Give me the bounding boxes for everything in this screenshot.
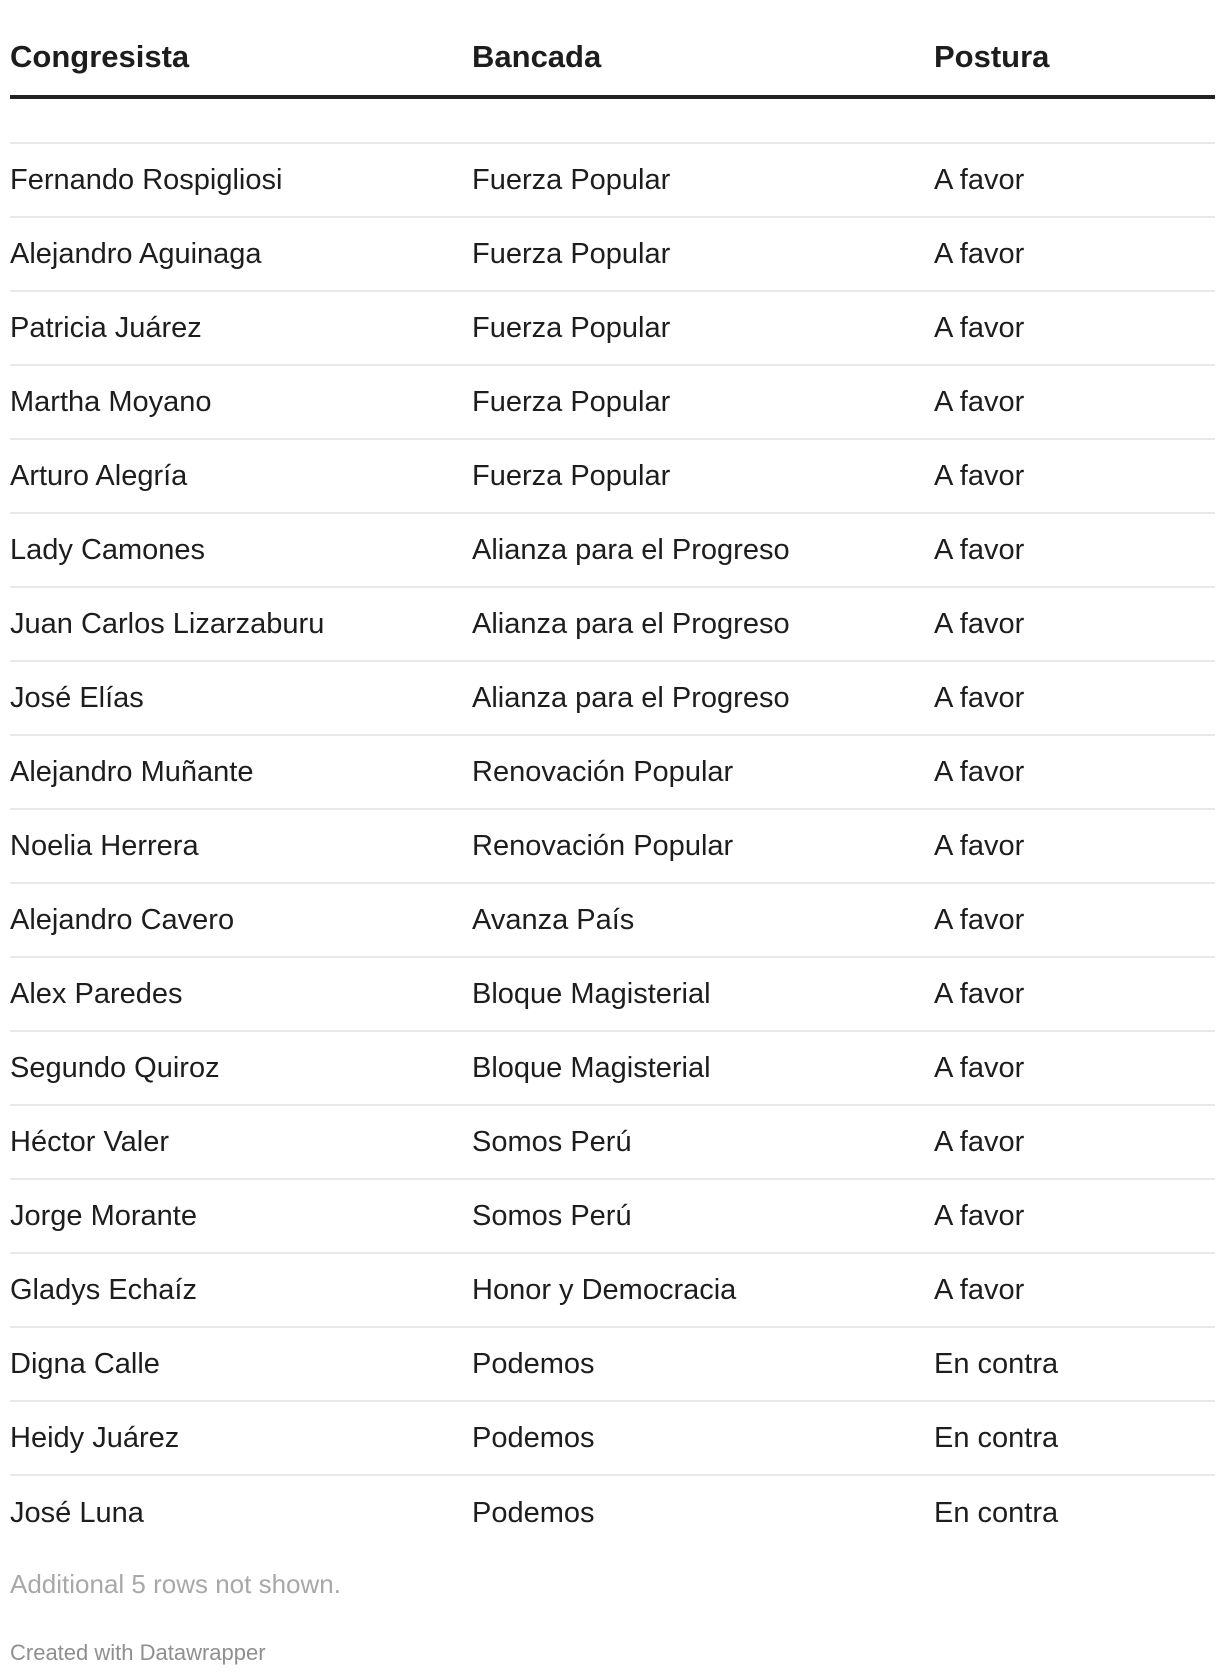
table-row xyxy=(10,440,1215,514)
cell-bancada: Alianza para el Progreso xyxy=(472,681,790,714)
table-row xyxy=(10,1328,1215,1402)
table-row xyxy=(10,514,1215,588)
cell-congresista: Héctor Valer xyxy=(10,1125,170,1158)
data-table xyxy=(10,0,1215,1550)
cell-bancada: Fuerza Popular xyxy=(472,385,671,418)
cell-bancada: Somos Perú xyxy=(472,1199,632,1232)
cell-bancada: Podemos xyxy=(472,1347,595,1380)
cell-congresista: Digna Calle xyxy=(10,1347,160,1380)
table-spacer-row xyxy=(10,99,1215,144)
column-header-congresista[interactable]: Congresista xyxy=(10,39,190,74)
cell-congresista: Lady Camones xyxy=(10,533,206,566)
cell-congresista: Alex Paredes xyxy=(10,977,183,1010)
table-row xyxy=(10,1032,1215,1106)
cell-bancada: Bloque Magisterial xyxy=(472,977,711,1010)
cell-postura: A favor xyxy=(934,533,1025,566)
table-row xyxy=(10,1476,1215,1550)
cell-bancada: Fuerza Popular xyxy=(472,459,671,492)
cell-congresista: Arturo Alegría xyxy=(10,459,188,492)
table-body xyxy=(10,144,1215,1550)
cell-postura: A favor xyxy=(934,681,1025,714)
cell-congresista: José Elías xyxy=(10,681,144,714)
column-header-bancada[interactable]: Bancada xyxy=(472,39,602,74)
datawrapper-credit: Created with Datawrapper xyxy=(10,1640,266,1665)
table-row xyxy=(10,588,1215,662)
cell-postura: A favor xyxy=(934,237,1025,270)
cell-bancada: Fuerza Popular xyxy=(472,311,671,344)
column-header-postura[interactable]: Postura xyxy=(934,39,1050,74)
cell-bancada: Fuerza Popular xyxy=(472,237,671,270)
cell-bancada: Alianza para el Progreso xyxy=(472,533,790,566)
cell-postura: A favor xyxy=(934,977,1025,1010)
cell-bancada: Alianza para el Progreso xyxy=(472,607,790,640)
cell-postura: En contra xyxy=(934,1347,1059,1380)
cell-postura: A favor xyxy=(934,1199,1025,1232)
cell-bancada: Fuerza Popular xyxy=(472,163,671,196)
cell-congresista: Alejandro Aguinaga xyxy=(10,237,262,270)
cell-postura: A favor xyxy=(934,163,1025,196)
table-row xyxy=(10,662,1215,736)
table-row xyxy=(10,218,1215,292)
cell-postura: A favor xyxy=(934,1125,1025,1158)
cell-bancada: Podemos xyxy=(472,1421,595,1454)
cell-bancada: Honor y Democracia xyxy=(472,1273,737,1306)
table-row xyxy=(10,1106,1215,1180)
table-row xyxy=(10,1180,1215,1254)
cell-congresista: Patricia Juárez xyxy=(10,311,202,344)
cell-congresista: Juan Carlos Lizarzaburu xyxy=(10,607,325,640)
cell-bancada: Somos Perú xyxy=(472,1125,632,1158)
cell-postura: A favor xyxy=(934,829,1025,862)
cell-congresista: Alejandro Cavero xyxy=(10,903,235,936)
cell-postura: En contra xyxy=(934,1421,1059,1454)
cell-congresista: Jorge Morante xyxy=(10,1199,197,1232)
cell-postura: A favor xyxy=(934,903,1025,936)
cell-postura: A favor xyxy=(934,1273,1025,1306)
cell-bancada: Renovación Popular xyxy=(472,829,734,862)
cell-postura: A favor xyxy=(934,1051,1025,1084)
cell-congresista: Segundo Quiroz xyxy=(10,1051,220,1084)
cell-postura: A favor xyxy=(934,755,1025,788)
cell-postura: A favor xyxy=(934,459,1025,492)
table-row xyxy=(10,810,1215,884)
cell-postura: En contra xyxy=(934,1496,1059,1529)
table-row xyxy=(10,292,1215,366)
cell-congresista: Noelia Herrera xyxy=(10,829,199,862)
cell-bancada: Podemos xyxy=(472,1496,595,1529)
table-row xyxy=(10,884,1215,958)
table-row xyxy=(10,144,1215,218)
cell-congresista: Gladys Echaíz xyxy=(10,1273,197,1306)
cell-postura: A favor xyxy=(934,607,1025,640)
table-row xyxy=(10,736,1215,810)
table-row xyxy=(10,1402,1215,1476)
cell-bancada: Bloque Magisterial xyxy=(472,1051,711,1084)
cell-congresista: Fernando Rospigliosi xyxy=(10,163,283,196)
cell-bancada: Avanza País xyxy=(472,903,635,936)
table-row xyxy=(10,1254,1215,1328)
table-row xyxy=(10,958,1215,1032)
cell-congresista: Heidy Juárez xyxy=(10,1421,180,1454)
cell-bancada: Renovación Popular xyxy=(472,755,734,788)
table-notes: Additional 5 rows not shown. xyxy=(10,1569,341,1599)
table-row xyxy=(10,366,1215,440)
table-header xyxy=(10,0,1215,99)
cell-congresista: Alejandro Muñante xyxy=(10,755,254,788)
cell-postura: A favor xyxy=(934,385,1025,418)
cell-congresista: Martha Moyano xyxy=(10,385,212,418)
cell-congresista: José Luna xyxy=(10,1496,144,1529)
cell-postura: A favor xyxy=(934,311,1025,344)
